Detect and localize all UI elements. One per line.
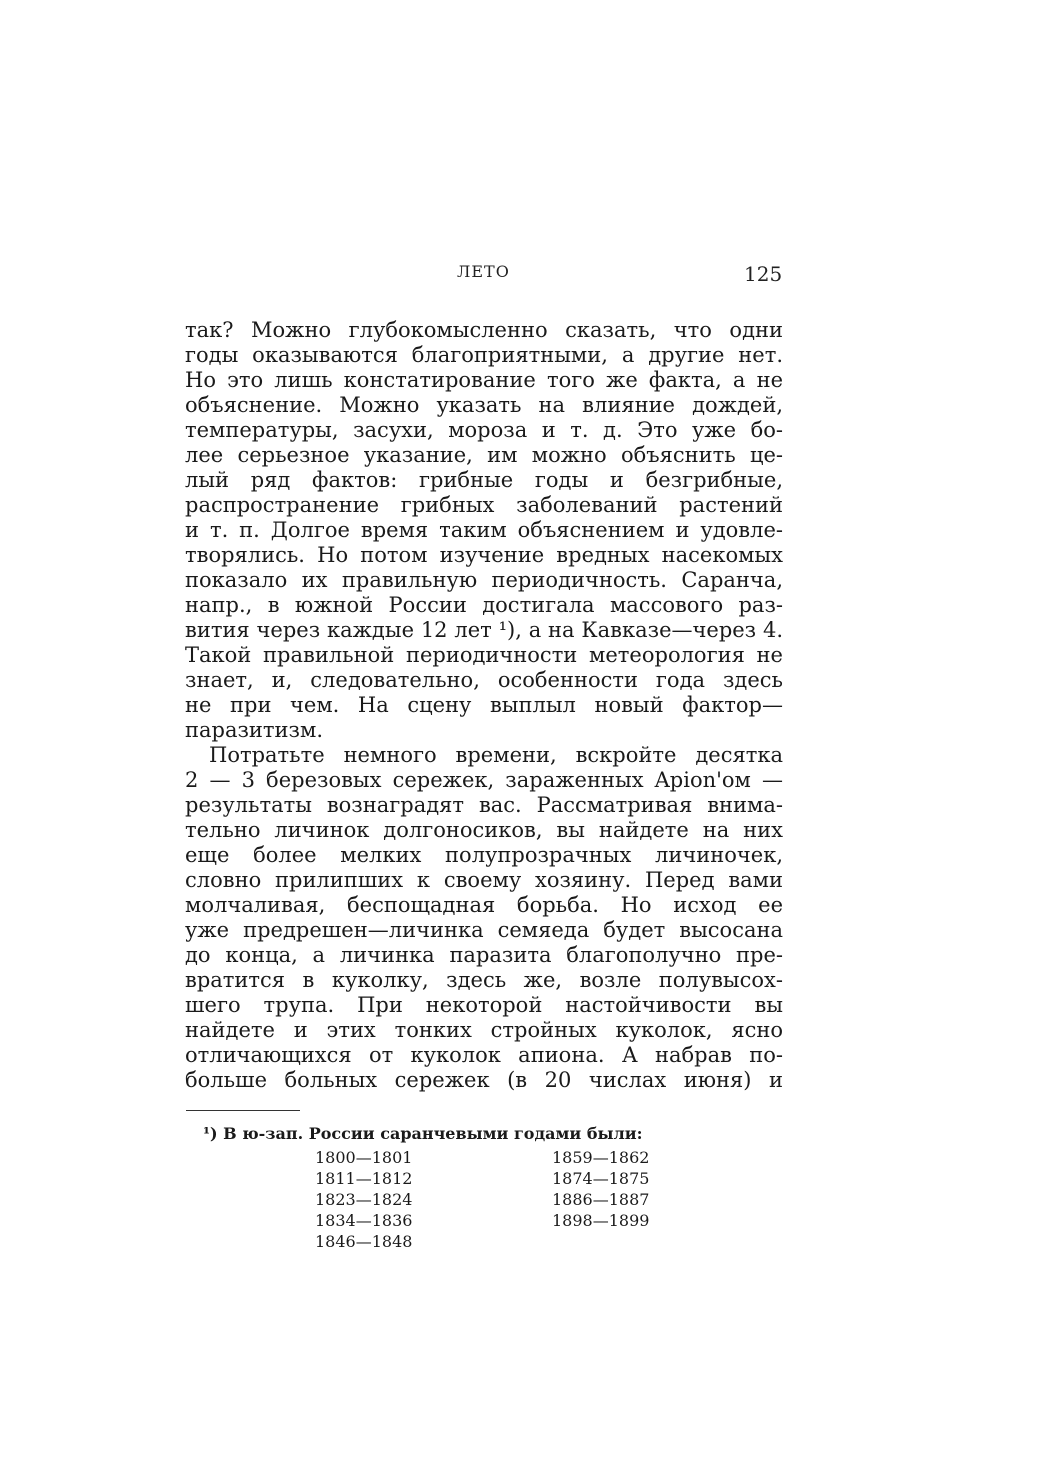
text-line: уже предрешен—личинка семяеда будет высосана: [185, 918, 783, 942]
text-line: отличающихся от куколок апиона. А набрав по-: [185, 1043, 783, 1067]
text-line: найдете и этих тонких стройных куколок, ясно: [185, 1018, 783, 1042]
text-line: лее серьезное указание, им можно объяснить це-: [185, 443, 783, 467]
text-line: 2 — 3 березовых сережек, зараженных Apion'ом —: [185, 768, 783, 792]
text-line: до конца, а личинка паразита благополучно пре-: [185, 943, 783, 967]
text-line: Такой правильной периодичности метеорология не: [185, 643, 783, 667]
year-range: 1898—1899: [552, 1211, 650, 1230]
text-line: словно прилипших к своему хозяину. Перед вами: [185, 868, 783, 892]
text-line: вития через каждые 12 лет ¹), а на Кавказе—через 4.: [185, 618, 783, 642]
footnote-caption: ¹) В ю-зап. России саранчевыми годами были:: [203, 1124, 643, 1143]
text-line: результаты вознаградят вас. Рассматривая внима-: [185, 793, 783, 817]
text-line: и т. п. Долгое время таким объяснением и удовле-: [185, 518, 783, 542]
text-line: годы оказываются благоприятными, а другие нет.: [185, 343, 783, 367]
text-line: шего трупа. При некоторой настойчивости вы: [185, 993, 783, 1017]
text-line: паразитизм.: [185, 718, 324, 742]
text-line: Но это лишь констатирование того же факта, а не: [185, 368, 783, 392]
text-line: тельно личинок долгоносиков, вы найдете на них: [185, 818, 783, 842]
text-line: вратится в куколку, здесь же, возле полувысох-: [185, 968, 783, 992]
year-range: 1811—1812: [315, 1169, 413, 1188]
years-column-left: [315, 1147, 412, 1252]
text-line: не при чем. На сцену выплыл новый фактор—: [185, 693, 783, 717]
main-text: [185, 318, 783, 1093]
text-line: творялись. Но потом изучение вредных насекомых: [185, 543, 783, 567]
footnote-divider: [186, 1110, 300, 1111]
year-range: 1834—1836: [315, 1211, 413, 1230]
text-line: больше больных сережек (в 20 числах июня) и: [185, 1068, 783, 1092]
text-line: показало их правильную периодичность. Саранча,: [185, 568, 783, 592]
text-line: так? Можно глубокомысленно сказать, что одни: [185, 318, 783, 342]
text-line: еще более мелких полупрозрачных личиночек,: [185, 843, 783, 867]
year-range: 1859—1862: [552, 1148, 650, 1167]
year-range: 1886—1887: [552, 1190, 650, 1209]
years-column-right: [552, 1147, 649, 1231]
text-line: объяснение. Можно указать на влияние дождей,: [185, 393, 783, 417]
running-head-title: ЛЕТО: [457, 262, 510, 281]
year-range: 1823—1824: [315, 1190, 413, 1209]
text-line: лый ряд фактов: грибные годы и безгрибные,: [185, 468, 783, 492]
text-line: распространение грибных заболеваний растений: [185, 493, 783, 517]
text-line: знает, и, следовательно, особенности года здесь: [185, 668, 783, 692]
text-line: молчаливая, беспощадная борьба. Но исход ее: [185, 893, 783, 917]
year-range: 1874—1875: [552, 1169, 650, 1188]
text-line: Потратьте немного времени, вскройте десятка: [209, 743, 783, 767]
year-range: 1800—1801: [315, 1148, 413, 1167]
page-number: 125: [744, 262, 783, 286]
text-line: напр., в южной России достигала массового раз-: [185, 593, 783, 617]
text-line: температуры, засухи, мороза и т. д. Это уже бо-: [185, 418, 783, 442]
year-range: 1846—1848: [315, 1232, 413, 1251]
